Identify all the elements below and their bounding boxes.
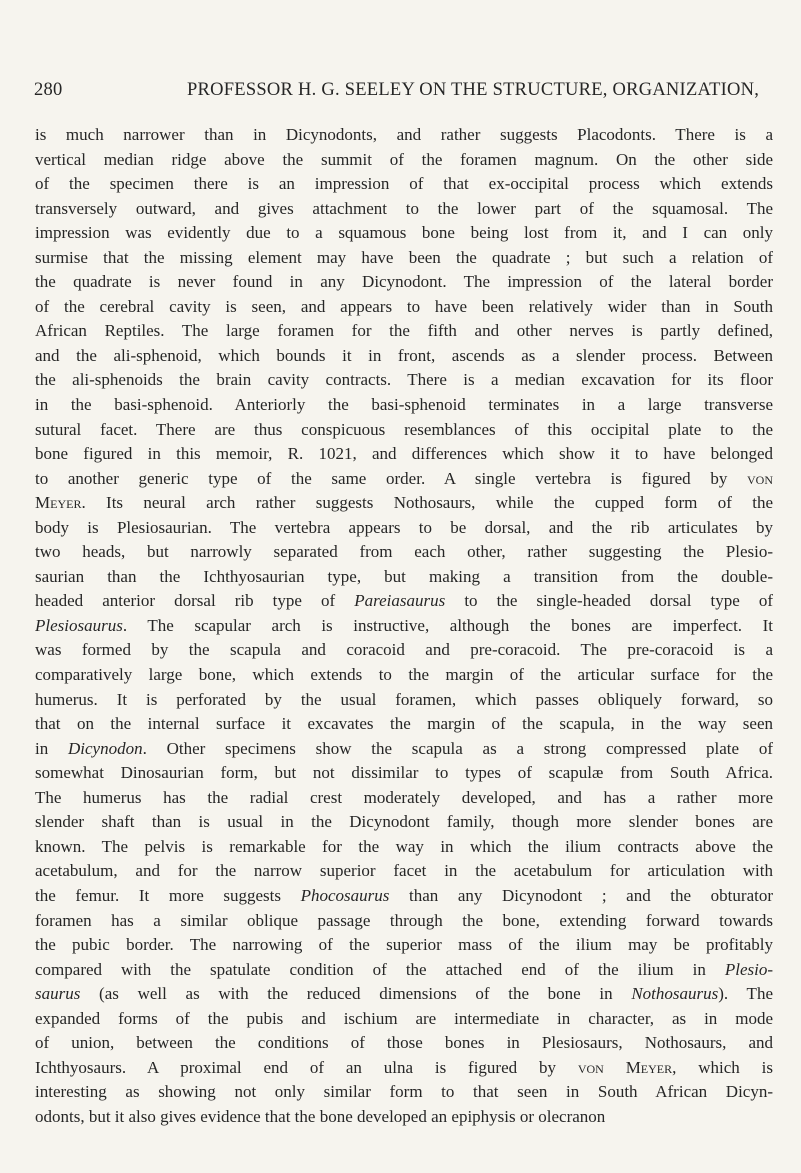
text-line (35, 712, 773, 737)
text-line (35, 884, 773, 909)
text-segment: of union, between the conditions of those bones in Plesiosaurs, Nothosaurs, and (35, 1033, 773, 1053)
text-line (35, 663, 773, 688)
small-caps-author-name: von (747, 468, 773, 488)
text-line (35, 393, 773, 418)
text-line (35, 835, 773, 860)
italic-taxon-name: Plesiosaurus (35, 615, 123, 635)
text-segment: foramen has a similar oblique passage through the bone, extending forward towards (35, 910, 773, 930)
text-segment: headed anterior dorsal rib type of (35, 591, 355, 611)
text-segment: than any Dicynodont ; and the obturator (389, 885, 773, 905)
text-segment: two heads, but narrowly separated from each other, rather suggesting the Plesio- (35, 542, 773, 562)
italic-taxon-name: Dicynodon (67, 738, 143, 758)
text-line (35, 246, 773, 271)
text-segment: compared with the spatulate condition of the attached end of the ilium in (35, 959, 725, 979)
text-line (35, 344, 773, 369)
text-segment: somewhat Dinosaurian form, but not dissimilar to types of scapulæ from South Africa. (35, 763, 773, 783)
text-segment: slender shaft than is usual in the Dicynodont family, though more slender bones are (35, 812, 773, 832)
text-segment: to another generic type of the same order. A single vertebra is figured by (35, 468, 747, 488)
text-segment: . Its neural arch rather suggests Nothosaurs, while the cupped form of the (81, 493, 773, 513)
italic-taxon-name: Phocosaurus (300, 885, 390, 905)
text-segment: humerus. It is perforated by the usual foramen, which passes obliquely forward, so (35, 689, 773, 709)
italic-taxon-name: Plesio- (724, 959, 773, 979)
text-segment: the pubic border. The narrowing of the superior mass of the ilium may be profitably (35, 935, 773, 955)
text-segment: Ichthyosaurs. A proximal end of an ulna is figured by (35, 1057, 578, 1077)
text-line (35, 442, 773, 467)
text-line (35, 319, 773, 344)
text-segment: the ali-sphenoids the brain cavity contracts. There is a median excavation for its floor (35, 370, 773, 390)
text-segment: was formed by the scapula and coracoid and pre-coracoid. The pre-coracoid is a (35, 640, 773, 660)
text-line (35, 589, 773, 614)
text-line (35, 1080, 773, 1105)
text-line (35, 688, 773, 713)
text-segment: interesting as showing not only similar form to that seen in South African Dicyn- (35, 1082, 773, 1102)
small-caps-author-name: Meyer (35, 493, 82, 513)
small-caps-author-name: von Meyer (577, 1057, 673, 1077)
text-segment: that on the internal surface it excavates the margin of the scapula, in the way seen (35, 714, 773, 734)
text-line (35, 516, 773, 541)
text-segment: and the ali-sphenoid, which bounds it in front, ascends as a slender process. Between (35, 345, 773, 365)
text-line (35, 810, 773, 835)
text-line (35, 1105, 773, 1130)
text-segment: impression was evidently due to a squamous bone being lost from it, and I can only (35, 223, 773, 243)
text-line (35, 491, 773, 516)
text-line (35, 933, 773, 958)
text-line (35, 761, 773, 786)
text-segment: The humerus has the radial crest moderately developed, and has a rather more (35, 787, 773, 807)
text-segment: of the cerebral cavity is seen, and appears to have been relatively wider than in South (35, 296, 773, 316)
text-line (35, 148, 773, 173)
text-segment: body is Plesiosaurian. The vertebra appears to be dorsal, and the rib articulates by (35, 517, 773, 537)
text-segment: comparatively large bone, which extends to the margin of the articular surface for the (35, 665, 773, 685)
text-segment: . The scapular arch is instructive, although the bones are imperfect. It (122, 615, 773, 635)
text-segment: (as well as with the reduced dimensions of the bone in (80, 984, 632, 1004)
text-line (35, 540, 773, 565)
text-line (35, 467, 773, 492)
text-segment: to the single-headed dorsal type of (445, 591, 773, 611)
text-line (35, 614, 773, 639)
text-segment: the quadrate is never found in any Dicynodont. The impression of the lateral border (35, 272, 773, 292)
text-segment: . Other specimens show the scapula as a strong compressed plate of (142, 738, 773, 758)
text-segment: African Reptiles. The large foramen for the fifth and other nerves is partly defined, (35, 321, 773, 341)
text-line (35, 295, 773, 320)
text-line (35, 565, 773, 590)
text-segment: surmise that the missing element may have been the quadrate ; but such a relation of (35, 247, 773, 267)
text-segment: sutural facet. There are thus conspicuous resemblances of this occipital plate to the (35, 419, 773, 439)
text-line (35, 123, 773, 148)
text-segment: saurian than the Ichthyosaurian type, but making a transition from the double- (35, 566, 773, 586)
italic-taxon-name: saurus (35, 984, 81, 1004)
text-line (35, 786, 773, 811)
text-segment: odonts, but it also gives evidence that the bone developed an epiphysis or olecranon (35, 1106, 606, 1126)
text-line (35, 737, 773, 762)
text-segment: ). The (718, 984, 773, 1004)
text-segment: known. The pelvis is remarkable for the way in which the ilium contracts above the (35, 836, 773, 856)
text-line (35, 638, 773, 663)
italic-taxon-name: Nothosaurus (631, 984, 719, 1004)
text-line (35, 1056, 773, 1081)
text-segment: , which is (672, 1057, 773, 1077)
text-line (35, 418, 773, 443)
text-segment: is much narrower than in Dicynodonts, and rather suggests Placodonts. There is a (35, 125, 773, 144)
text-segment: bone figured in this memoir, R. 1021, and differences which show it to have belonged (35, 444, 773, 464)
text-segment: the femur. It more suggests (35, 885, 301, 905)
text-line (35, 958, 773, 983)
text-segment: in (35, 738, 68, 758)
text-line (35, 221, 773, 246)
text-segment: vertical median ridge above the summit of the foramen magnum. On the other side (35, 149, 773, 169)
text-line (35, 1007, 773, 1032)
page-header (34, 80, 774, 106)
text-line (35, 368, 773, 393)
page-number: 280 (34, 80, 63, 100)
text-line (35, 982, 773, 1007)
running-head: PROFESSOR H. G. SEELEY ON THE STRUCTURE, ORGANIZATION, (187, 80, 760, 100)
text-segment: acetabulum, and for the narrow superior facet in the acetabulum for articulation with (35, 861, 773, 881)
text-line (35, 197, 773, 222)
text-segment: expanded forms of the pubis and ischium are intermediate in character, as in mode (35, 1008, 773, 1028)
text-line (35, 270, 773, 295)
text-segment: transversely outward, and gives attachment to the lower part of the squamosal. The (35, 198, 773, 218)
text-segment: in the basi-sphenoid. Anteriorly the basi-sphenoid terminates in a large transverse (35, 395, 773, 415)
text-line (35, 859, 773, 884)
italic-taxon-name: Pareiasaurus (354, 591, 446, 611)
text-line (35, 172, 773, 197)
text-line (35, 1031, 773, 1056)
text-segment: of the specimen there is an impression of that ex-occipital process which extends (35, 174, 773, 194)
body-paragraph (35, 123, 773, 1129)
text-line (35, 909, 773, 934)
